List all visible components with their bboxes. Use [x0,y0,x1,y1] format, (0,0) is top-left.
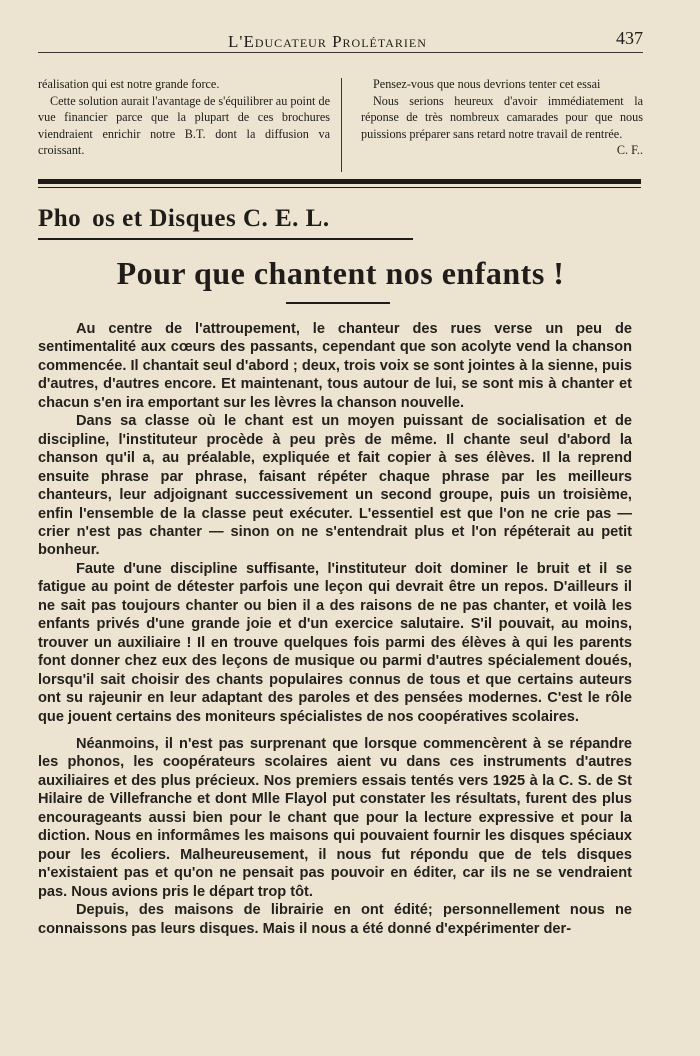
title-underline [286,302,390,304]
right-column-paragraph [361,93,643,157]
signature: C. F.. [616,143,643,157]
body-paragraph: Faute d'une discipline suffisante, l'instituteur doit dominer le bruit et il se fatigue au point de détester parfois une leçon qui devrait être un repos. D'ailleurs il ne sait pas toujours chanter ou bien il a des raisons de ne pas chanter, et voilà les enfants privés d'une grande joie et d'un exercice salutaire. S'il pouvait, au moins, trouver un auxiliaire ! Il en trouve quelques fois parmi des élèves à qui les parents font donner chez eux des leçons de musique ou parmi d'autres spécialement doués, lorsqu'il sait choisir des chants populaires connus de tous et que certains auteurs ont su rajeunir en leur adaptant des paroles et des pensées modernes. C'est le rôle que jouent certains des moniteurs spécialistes de nos coopératives scolaires. [38,560,632,725]
article-body [38,320,632,938]
right-column-text: Nous serions heureux d'avoir immédiatement la réponse de très nombreux camarades pour que nous puissions préparer sans retard notre travail de rentrée. [361,93,643,141]
column-divider [341,78,342,172]
section-title-underline [38,238,413,240]
article-title: Pour que chantent nos enfants ! [116,255,565,291]
journal-title: L'Educateur Prolétarien [228,32,427,51]
body-paragraph: Néanmoins, il n'est pas surprenant que lorsque commencèrent à se répandre les phonos, les coopérateurs scolaires aient vu dans ces instruments d'autres auxiliaires et des plus précieux. Nos premiers essais tentés vers 1925 à la C. S. de St Hilaire de Villefranche et dont Mlle Flayol put constater les résultats, furent des plus encourageants aussi bien pour le chant que pour la lecture expressive et pour la diction. Nous en informâmes les maisons qui pouvaient fournir les disques spéciaux pour les écoliers. Malheureusement, il nous fut répondu que de tels disques n'existaient pas et qu'on ne pensait pas pouvoir en éditer, car ils ne se vendraient pas. Nous avions pris le départ trop tôt. [38,735,632,900]
right-column-paragraph: Pensez-vous que nous devrions tenter cet essai [373,77,601,91]
body-paragraph: Au centre de l'attroupement, le chanteur des rues verse un peu de sentimentalité aux cœurs des passants, cependant que son acolyte vend la chanson commencée. Il chantait seul d'abord ; deux, trois voix se sont jointes à la sienne, puis d'autres, d'autres encore. Et maintenant, tous autour de lui, se sont mis à chanter et chacun s'en ira emportant sur les lèvres la chanson nouvelle. [38,321,632,411]
right-column [361,76,643,159]
section-title: Pho os et Disques C. E. L. [38,205,330,232]
body-paragraph: Depuis, des maisons de librairie en ont édité; personnellement nous ne connaissons pas leurs disques. Mais il nous a été donné d'expérimenter der- [38,902,632,937]
header-rule [38,52,643,53]
section-separator-thin [38,187,641,188]
page-number: 437 [616,28,643,48]
previous-article-ending [38,76,643,172]
left-column-paragraph: Cette solution aurait l'avantage de s'équilibrer au point de vue financier parce que la plupart de ces brochures viendraient enrichir notre B.T. dont la diffusion va croissant. [38,93,330,157]
left-column-paragraph: réalisation qui est notre grande force. [38,77,220,91]
section-separator-thick [38,179,641,184]
body-paragraph: Dans sa classe où le chant est un moyen puissant de socialisation et de discipline, l'instituteur procède à peu près de même. Il chante seul d'abord la chanson qu'il a, au préalable, expliquée et fait copier à ses élèves. Il la reprend ensuite phrase par phrase, faisant répéter chaque phrase par les meilleurs chanteurs, leur adjoignant successivement un second groupe, puis un troisième, enfin l'ensemble de la classe peut exécuter. L'essentiel est que l'on ne crie pas — crier n'est pas chanter — sinon on ne s'entendrait plus et l'on répéterait au petit bonheur. [38,413,632,559]
running-header [38,28,643,54]
left-column [38,76,330,159]
